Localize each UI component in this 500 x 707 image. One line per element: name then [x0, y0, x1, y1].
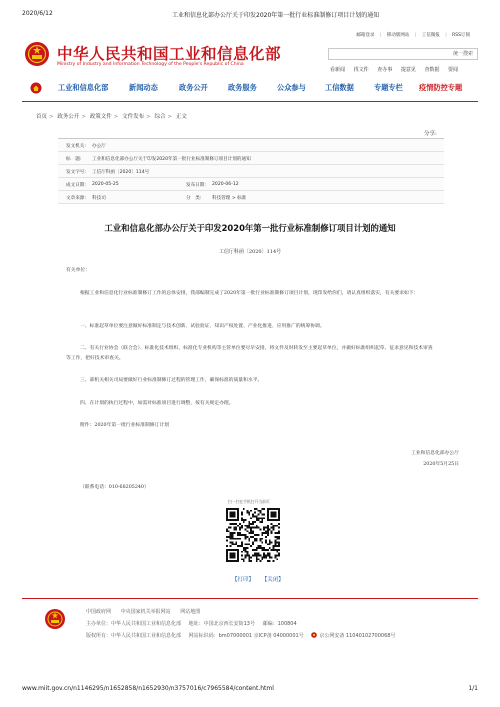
contact-phone: （联系电话：010-68205240） [80, 485, 149, 490]
article-paragraph: 一、标准起草单位要注意做好标准制定与技术创新、试验验证、知识产权处置、产业化推进、应用推广的统筹协调。 [80, 324, 325, 329]
footer-postcode: 邮编：100804 [262, 621, 297, 627]
meta-value: 2020-06-12 [212, 182, 239, 187]
signature: 工业和信息化部办公厅 [411, 451, 459, 456]
print-links [232, 575, 290, 583]
search-button[interactable]: 统一搜索 [452, 51, 473, 57]
qr-code-icon [226, 508, 280, 562]
site-name[interactable]: 中华人民共和国工业和信息化部 [57, 45, 282, 63]
meta-key: 文章来源: [66, 196, 86, 201]
quick-link-feedback[interactable]: 提意见 [400, 67, 416, 73]
meta-row [58, 178, 444, 191]
separator: > [113, 114, 119, 120]
footer-host: 主办单位：中华人民共和国工业和信息化部 [86, 621, 182, 627]
site-name-en: Ministry of Industry and Information Technology of the People's Republic of China [57, 62, 244, 67]
quick-link-files[interactable]: 找文件 [353, 67, 369, 73]
footer-police-record[interactable]: 京公网安备 11040102700068号 [319, 633, 396, 639]
breadcrumb-gov-info[interactable]: 政务公开 [57, 114, 80, 120]
nav-item-participation[interactable]: 公众参与 [277, 83, 306, 92]
nav-item-data[interactable]: 工信数据 [325, 83, 354, 92]
print-url: www.miit.gov.cn/n1146295/n1652858/n1652930/n3757016/c7965584/content.html [22, 685, 274, 692]
print-button[interactable]: 【打印】 [232, 577, 255, 583]
main-nav [22, 80, 478, 97]
qr-caption: 扫一扫在手机打开当前页 [228, 499, 270, 504]
sign-date: 2020年5月25日 [423, 462, 459, 467]
separator: > [81, 114, 86, 120]
footer-site-id[interactable]: 网站标识码：bm07000001 京ICP备 04000001号 [188, 633, 304, 639]
meta-row [58, 165, 444, 178]
footer-host-info [86, 620, 303, 627]
footer-link-report[interactable]: 中央国家机关举报网站 [120, 609, 171, 615]
quick-link-data[interactable]: 查数据 [424, 67, 440, 73]
nav-item-topics[interactable]: 专题专栏 [374, 83, 403, 92]
meta-key: 发文字号: [66, 170, 86, 175]
share-label[interactable]: 分享: [424, 131, 437, 137]
breadcrumb-home[interactable]: 首页 [36, 114, 48, 120]
meta-key: 分 类: [186, 196, 202, 201]
meta-value: 2020-05-25 [92, 182, 119, 187]
meta-key: 发文机关: [66, 144, 86, 149]
meta-row [58, 191, 444, 204]
article-paragraph: 二、有关行业协会（联合会）、标准化技术组织、标准化专业机构等主管单位要尽早安排，将文件及时转发至主要起草单位，并做好标准组织起草、征求意见和技术审查等工作，把好技术审查关。 [66, 346, 433, 361]
top-link-wechat[interactable]: 工信微报 [421, 33, 440, 38]
article-attachment[interactable]: 附件：2020年第一批行业标准制修订计划 [80, 423, 169, 428]
print-title: 工业和信息化部办公厅关于印发2020年第一批行业标准制修订项目计划的通知 [172, 12, 380, 19]
meta-key: 标 题: [66, 157, 82, 162]
footer-copyright: 版权所有：中华人民共和国工业和信息化部 [86, 633, 182, 639]
top-link-mail[interactable]: 邮箱登录 [356, 33, 375, 38]
article-paragraph: 四、在计划的执行过程中，如需对标准项目进行调整，按有关规定办理。 [80, 401, 234, 406]
meta-row [58, 152, 444, 165]
article-paragraph: 根据工业和信息化行业标准制修订工作的总体安排，我部编制完成了2020年第一批行业标准制修订项目计划，现印发给你们，请认真组织落实，有关要求如下： [80, 291, 419, 296]
meta-value: 科技管理 > 标准 [212, 196, 247, 201]
print-page-number: 1/1 [468, 685, 478, 692]
separator: | [445, 33, 447, 38]
footer-link-gov[interactable]: 中国政府网 [86, 609, 112, 615]
breadcrumb [36, 112, 187, 120]
nav-item-ministry[interactable]: 工业和信息化部 [58, 83, 109, 92]
separator: > [167, 114, 173, 120]
search-input[interactable] [328, 48, 478, 60]
article-paragraph: 三、部机关相关司局要做好行业标准制修订过程的管理工作，确保标准的质量和水平。 [80, 378, 263, 383]
meta-key: 成文日期: [66, 183, 86, 188]
top-links [352, 32, 470, 38]
top-link-mobile[interactable]: 移动版网站 [386, 33, 410, 38]
breadcrumb-general[interactable]: 综合 [154, 114, 166, 120]
meta-value: 工信厅科函〔2020〕114号 [92, 170, 150, 175]
print-date: 2020/6/12 [22, 10, 53, 17]
separator: > [49, 114, 54, 120]
national-emblem-icon [44, 607, 66, 631]
meta-value: 办公厅 [92, 144, 106, 149]
breadcrumb-current: 正文 [175, 114, 187, 120]
nav-item-gov-info[interactable]: 政务公开 [179, 83, 208, 92]
quick-link-news[interactable]: 看新闻 [330, 67, 346, 73]
meta-row [58, 139, 444, 152]
meta-value: 工业和信息化部办公厅关于印发2020年第一批行业标准制修订项目计划的通知 [92, 157, 251, 162]
print-header [22, 10, 478, 22]
police-badge-icon [311, 632, 317, 638]
footer-address: 地址：中国北京西长安街13号 [188, 621, 255, 627]
close-button[interactable]: 【关闭】 [261, 577, 284, 583]
footer-link-sitemap[interactable]: 网站地图 [180, 609, 201, 615]
nav-item-epidemic[interactable]: 疫情防控专题 [419, 83, 463, 92]
home-icon[interactable] [30, 82, 42, 94]
national-emblem-icon[interactable] [24, 40, 50, 68]
breadcrumb-release[interactable]: 文件发布 [122, 114, 145, 120]
footer-copyright-info [86, 632, 401, 639]
meta-value: 科技司 [92, 196, 106, 201]
separator: > [146, 114, 151, 120]
quick-link-services[interactable]: 查办事 [377, 67, 393, 73]
nav-item-news[interactable]: 新闻动态 [129, 83, 158, 92]
document-meta-table [58, 138, 444, 204]
nav-item-services[interactable]: 政务服务 [228, 83, 257, 92]
footer-divider [22, 598, 478, 599]
breadcrumb-policy[interactable]: 政策文件 [89, 114, 112, 120]
separator: | [414, 33, 417, 38]
footer-links [86, 608, 208, 615]
top-link-rss[interactable]: RSS订阅 [452, 33, 470, 38]
article-title: 工业和信息化部办公厅关于印发2020年第一批行业标准制修订项目计划的通知 [104, 223, 396, 233]
meta-key: 发布日期: [186, 183, 206, 188]
quick-links [330, 66, 465, 73]
separator: | [379, 33, 382, 38]
header-divider [22, 101, 478, 102]
quick-link-headlines[interactable]: 要闻 [448, 67, 459, 73]
article-greeting: 有关单位： [66, 268, 90, 273]
document-number: 工信厅科函〔2020〕114号 [218, 249, 282, 255]
